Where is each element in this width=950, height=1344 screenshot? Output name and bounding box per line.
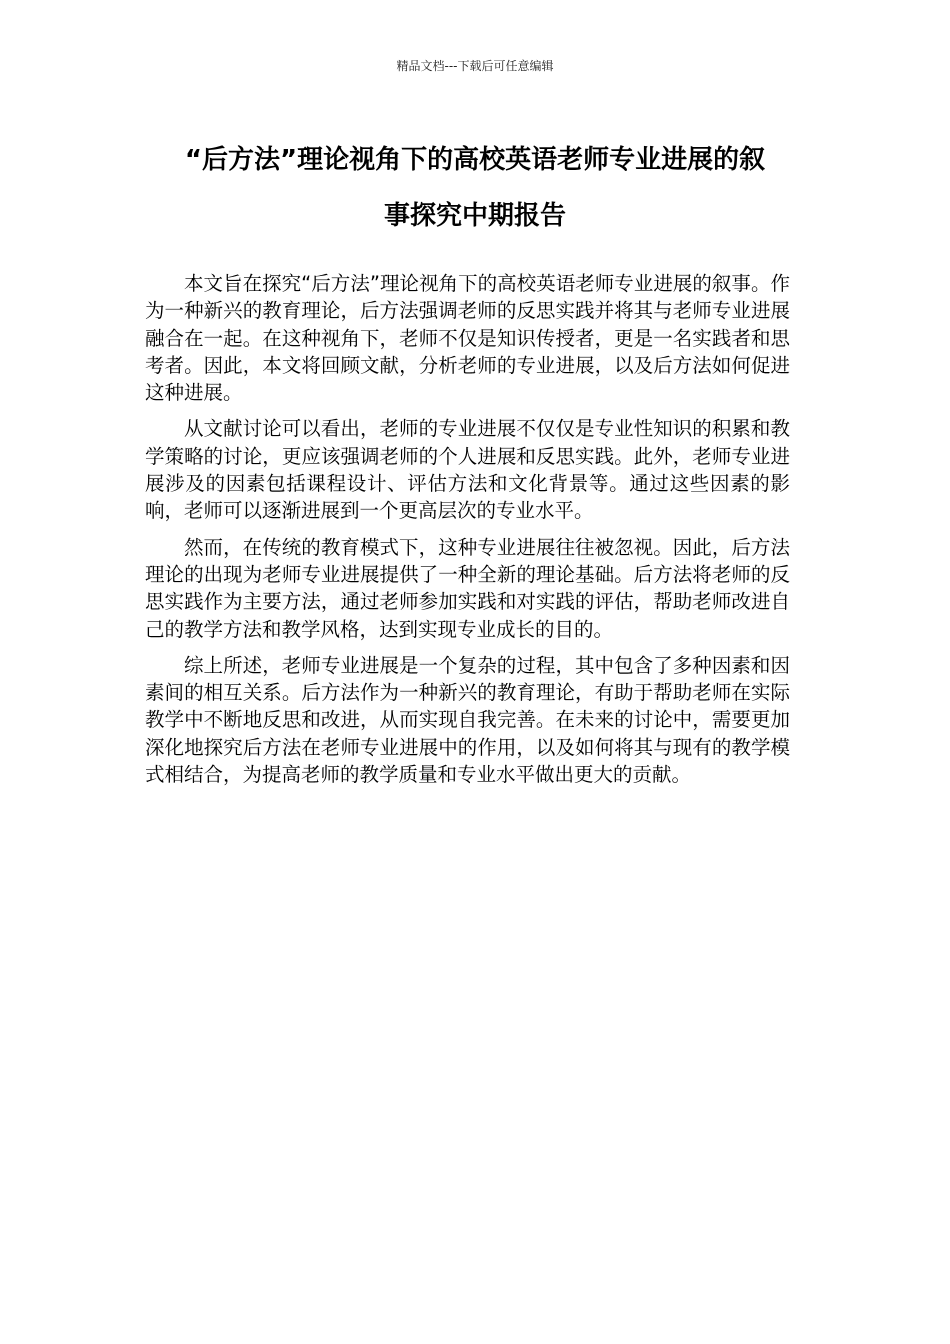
- title-line-2: 事探究中期报告: [383, 201, 566, 231]
- paragraph-4: 综上所述，老师专业进展是一个复杂的过程，其中包含了多种因素和因素间的相互关系。后方法作为一种新兴的教育理论，有助于帮助老师在实际教学中不断地反思和改进，从而实现自我完善。在未来的讨论中，需要更加深化地探究后方法在老师专业进展中的作用，以及如何将其与现有的教学模式相结合，为提高老师的教学质量和专业水平做出更大的贡献。: [145, 653, 790, 787]
- paragraph-1: 本文旨在探究“后方法”理论视角下的高校英语老师专业进展的叙事。作为一种新兴的教育理论，后方法强调老师的反思实践并将其与老师专业进展融合在一起。在这种视角下，老师不仅是知识传授者，更是一名实践者和思考者。因此，本文将回顾文献，分析老师的专业进展，以及后方法如何促进这种进展。: [145, 272, 790, 405]
- document-body: [145, 270, 790, 797]
- paragraph-2: 从文献讨论可以看出，老师的专业进展不仅仅是专业性知识的积累和教学策略的讨论，更应该强调老师的个人进展和反思实践。此外，老师专业进展涉及的因素包括课程设计、评估方法和文化背景等。通过这些因素的影响，老师可以逐渐进展到一个更高层次的专业水平。: [145, 417, 790, 523]
- title-line-1: “后方法”理论视角下的高校英语老师专业进展的叙: [184, 145, 766, 175]
- paragraph-3: 然而，在传统的教育模式下，这种专业进展往往被忽视。因此，后方法理论的出现为老师专业进展提供了一种全新的理论基础。后方法将老师的反思实践作为主要方法，通过老师参加实践和对实践的评估，帮助老师改进自己的教学方法和教学风格，达到实现专业成长的目的。: [145, 535, 790, 641]
- header-note: 精品文档---下载后可任意编辑: [396, 59, 554, 73]
- document-title: [140, 132, 810, 244]
